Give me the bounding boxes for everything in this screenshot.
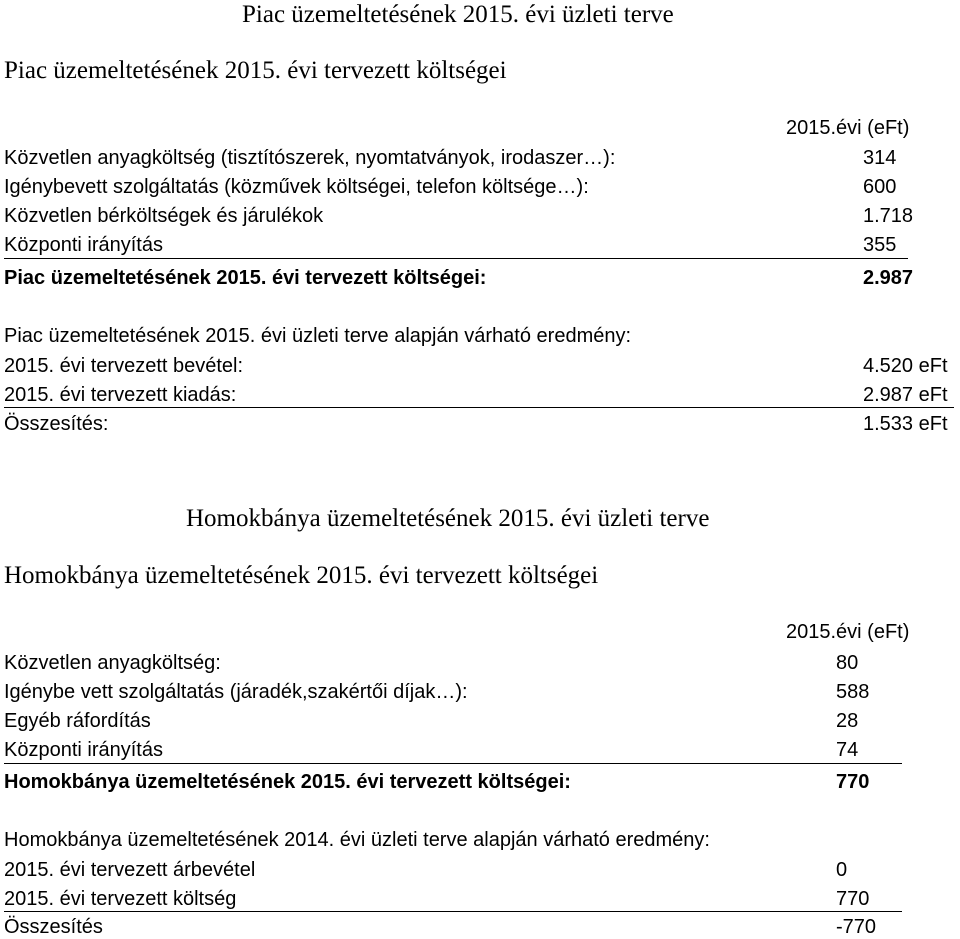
- result-label: 2015. évi tervezett kiadás:: [4, 384, 237, 406]
- underline-divider: [4, 763, 902, 764]
- row-label: Igénybe vett szolgáltatás (járadék,szakértői díjak…):: [4, 681, 468, 703]
- result-label: Összesítés: [4, 916, 103, 938]
- section2-result-heading: Homokbánya üzemeltetésének 2014. évi üzleti terve alapján várható eredmény:: [4, 829, 710, 851]
- section1-column-header: 2015.évi (eFt): [786, 117, 910, 139]
- section1-row: [4, 233, 944, 257]
- result-value: 2.987 eFt: [863, 384, 948, 406]
- result-value: 770: [836, 888, 870, 910]
- underline-divider: [4, 911, 902, 912]
- underline-divider: [4, 258, 908, 259]
- result-value: 4.520 eFt: [863, 355, 948, 377]
- row-value: 588: [836, 681, 870, 703]
- row-value: 74: [836, 739, 859, 761]
- section2-row: [4, 651, 944, 675]
- row-value: 80: [836, 652, 859, 674]
- section2-title: Homokbánya üzemeltetésének 2015. évi üzleti terve: [186, 505, 710, 532]
- section2-column-header: 2015.évi (eFt): [786, 621, 910, 643]
- row-value: 600: [863, 176, 897, 198]
- underline-divider: [4, 407, 954, 408]
- row-label: Közvetlen anyagköltség (tisztítószerek, nyomtatványok, irodaszer…):: [4, 147, 616, 169]
- section2-result-row: [4, 915, 944, 939]
- section1-title: Piac üzemeltetésének 2015. évi üzleti terve: [242, 1, 674, 28]
- total-value: 2.987: [863, 267, 914, 289]
- row-label: Egyéb ráfordítás: [4, 710, 151, 732]
- row-label: Központi irányítás: [4, 739, 163, 761]
- row-label: Közvetlen bérköltségek és járulékok: [4, 205, 324, 227]
- section2-row: [4, 680, 944, 704]
- row-value: 1.718: [863, 205, 914, 227]
- total-label: Piac üzemeltetésének 2015. évi tervezett költségei:: [4, 267, 487, 289]
- section1-result-row: [4, 354, 956, 378]
- result-label: 2015. évi tervezett bevétel:: [4, 355, 244, 377]
- result-value: -770: [836, 916, 877, 938]
- section1-row: [4, 175, 944, 199]
- section1-result-row: [4, 383, 956, 407]
- row-value: 28: [836, 710, 859, 732]
- result-value: 1.533 eFt: [863, 413, 948, 435]
- row-label: Közvetlen anyagköltség:: [4, 652, 221, 674]
- section1-total-row: [4, 266, 944, 290]
- result-value: 0: [836, 859, 848, 881]
- section2-result-row: [4, 887, 944, 911]
- row-value: 314: [863, 147, 897, 169]
- section1-result-heading: Piac üzemeltetésének 2015. évi üzleti terve alapján várható eredmény:: [4, 325, 632, 347]
- section1-row: [4, 146, 944, 170]
- row-value: 355: [863, 234, 897, 256]
- section2-subtitle: Homokbánya üzemeltetésének 2015. évi tervezett költségei: [4, 562, 599, 589]
- section2-total-row: [4, 770, 944, 794]
- section1-row: [4, 204, 944, 228]
- section2-row: [4, 738, 944, 762]
- result-label: Összesítés:: [4, 413, 109, 435]
- row-label: Igénybevett szolgáltatás (közművek költségei, telefon költsége…):: [4, 176, 589, 198]
- section2-result-row: [4, 858, 944, 882]
- section2-row: [4, 709, 944, 733]
- section1-result-row: [4, 412, 956, 436]
- result-label: 2015. évi tervezett költség: [4, 888, 237, 910]
- row-label: Központi irányítás: [4, 234, 163, 256]
- total-label: Homokbánya üzemeltetésének 2015. évi tervezett költségei:: [4, 771, 571, 793]
- total-value: 770: [836, 771, 870, 793]
- section1-subtitle: Piac üzemeltetésének 2015. évi tervezett költségei: [4, 57, 507, 84]
- result-label: 2015. évi tervezett árbevétel: [4, 859, 256, 881]
